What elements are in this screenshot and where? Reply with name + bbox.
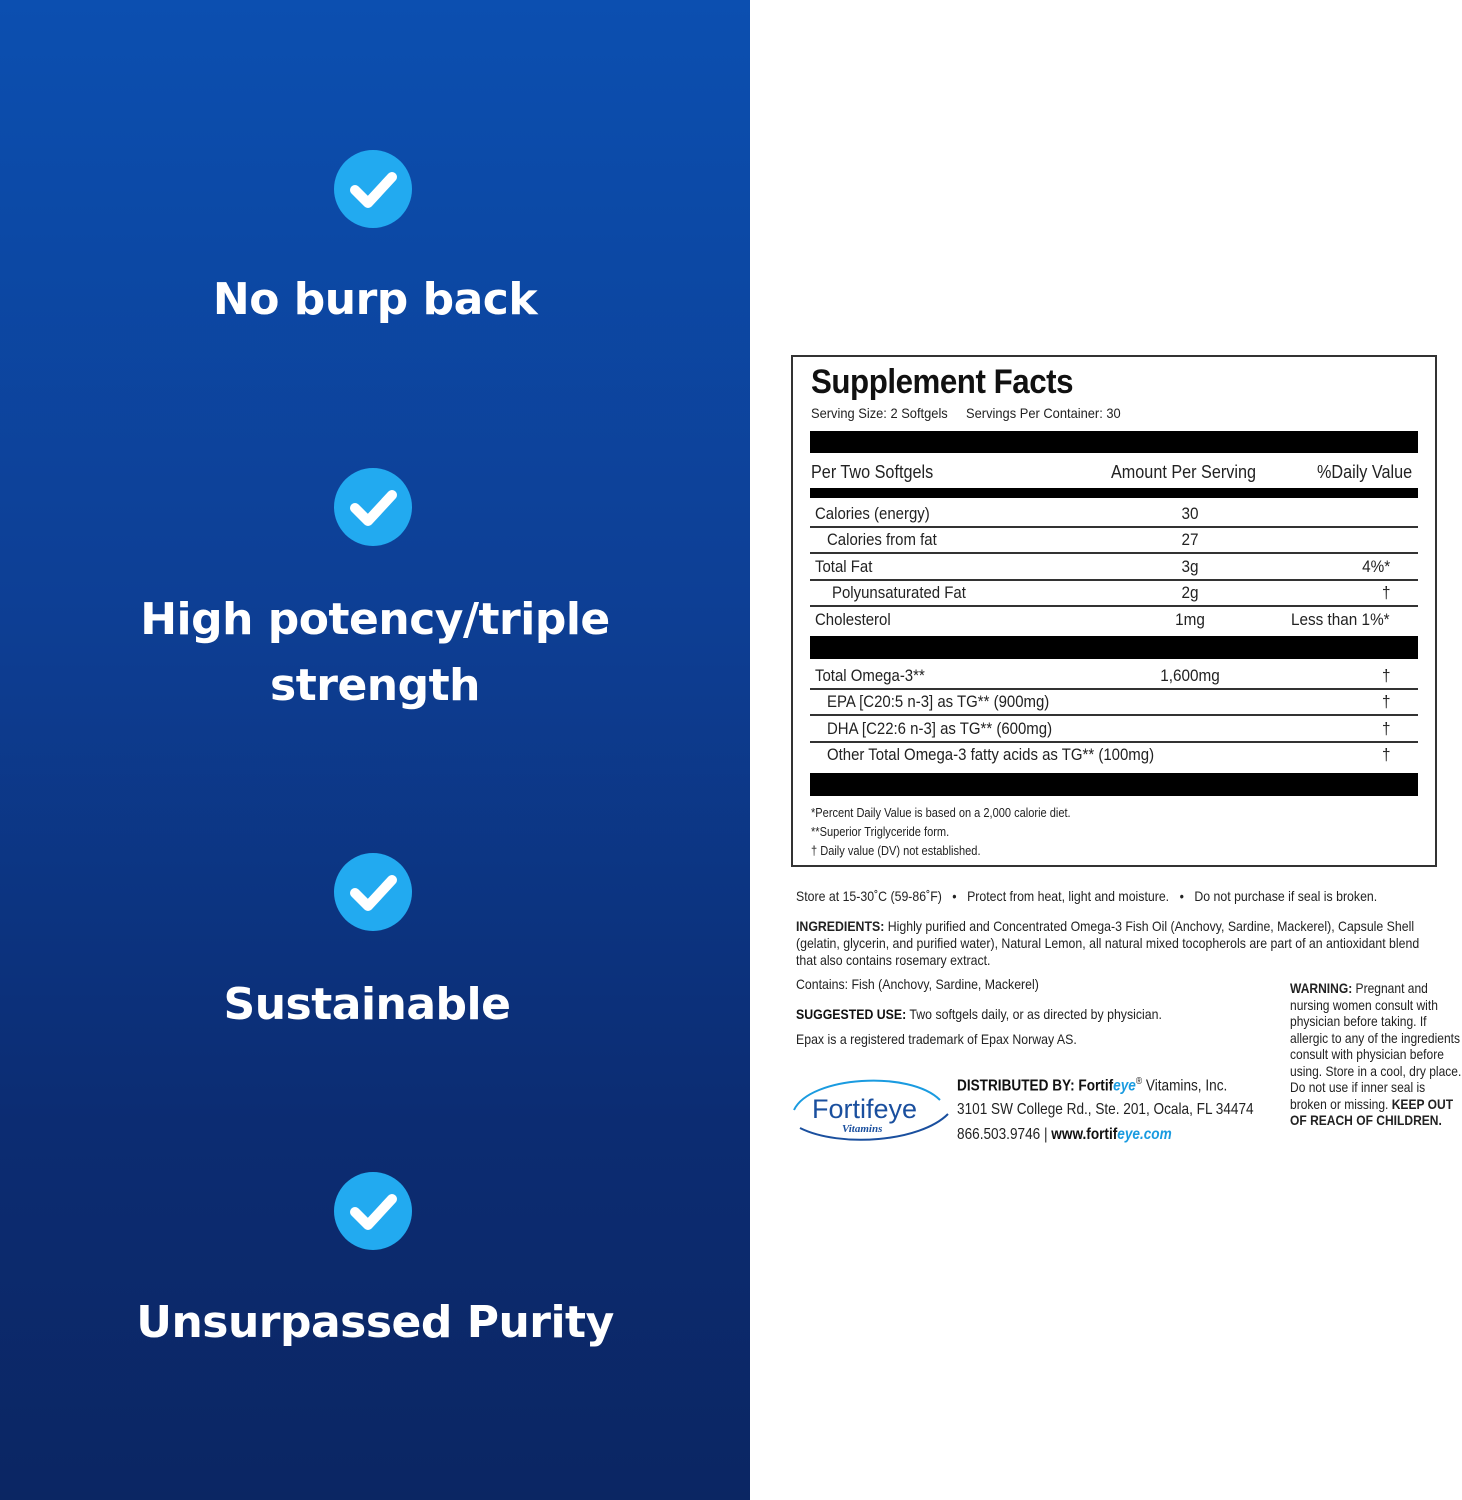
nutrient-name: Total Fat <box>815 557 873 576</box>
suggested-use-text: Two softgels daily, or as directed by physician. <box>909 1006 1162 1022</box>
facts-row <box>810 502 1418 528</box>
row-rule <box>810 605 1418 607</box>
facts-row <box>810 717 1418 743</box>
supplement-facts-panel <box>791 355 1437 867</box>
storage-temp: Store at 15-30˚C (59-86˚F) <box>796 888 942 904</box>
nutrient-amount: 1mg <box>1175 610 1205 629</box>
feature-label-potency-line2: strength <box>270 660 480 711</box>
nutrient-amount: 2g <box>1181 583 1199 602</box>
nutrient-amount: 30 <box>1181 504 1199 523</box>
feature-label-purity: Unsurpassed Purity <box>136 1297 614 1348</box>
warning-text: Pregnant and nursing women consult with physician before taking. If allergic to any of the ingredients consult with physician before using. Store in a cool, dry place. Do not use if inner seal is broken or missing. <box>1290 980 1462 1112</box>
feature-label-potency-line1: High potency/triple <box>140 594 610 645</box>
nutrient-name: Cholesterol <box>815 610 891 629</box>
facts-row <box>810 608 1418 634</box>
distributor-company: Vitamins, Inc. <box>1145 1077 1228 1095</box>
ingredients-text: Highly purified and Concentrated Omega-3 Fish Oil (Anchovy, Sardine, Mackerel), Capsule Shell (gelatin, glycerin, and purified water), Natural Lemon, all natural mixed tocopherols are part of an antioxidant blend that also contains rosemary extract. <box>796 918 1420 968</box>
nutrient-amount: 1,600mg <box>1160 666 1220 685</box>
ingredients-block <box>796 918 1433 969</box>
warning-keep-out: KEEP OUT OF REACH OF CHILDREN. <box>1290 1095 1454 1128</box>
nutrient-name: Polyunsaturated Fat <box>832 583 966 602</box>
facts-row <box>810 690 1418 716</box>
col-header-dv: %Daily Value <box>1317 462 1413 482</box>
facts-row <box>810 743 1418 769</box>
nutrient-name: Calories (energy) <box>815 504 930 523</box>
footnote-dv: *Percent Daily Value is based on a 2,000 calorie diet. <box>811 805 1071 820</box>
row-rule <box>810 714 1418 716</box>
servings-per-container: Servings Per Container: 30 <box>966 405 1121 421</box>
distributor-brand-b: eye <box>1113 1077 1136 1095</box>
nutrient-name: Total Omega-3** <box>815 666 925 685</box>
registered-mark: ® <box>1135 1076 1143 1087</box>
footnote-dagger: † Daily value (DV) not established. <box>811 843 981 858</box>
footnote-tg: **Superior Triglyceride form. <box>811 824 950 839</box>
storage-seal: Do not purchase if seal is broken. <box>1194 888 1378 904</box>
divider-bar <box>810 488 1418 498</box>
storage-protect: Protect from heat, light and moisture. <box>967 888 1170 904</box>
col-header-per: Per Two Softgels <box>811 462 934 482</box>
nutrient-dv: Less than 1%* <box>1291 610 1390 629</box>
divider-bar <box>810 431 1418 453</box>
check-circle-icon <box>334 468 412 546</box>
nutrient-dv: † <box>1381 719 1390 738</box>
feature-label-no-burp: No burp back <box>212 274 538 325</box>
fortifeye-logo <box>790 1070 950 1150</box>
facts-row <box>810 528 1418 554</box>
col-header-amount: Amount Per Serving <box>1111 462 1256 482</box>
distributor-address: 3101 SW College Rd., Ste. 201, Ocala, FL 34474 <box>957 1101 1254 1118</box>
nutrient-amount: 27 <box>1181 530 1199 549</box>
facts-row <box>810 555 1418 581</box>
facts-title: Supplement Facts <box>811 363 1074 401</box>
allergen-contains: Contains: Fish (Anchovy, Sardine, Mackerel) <box>796 976 1039 992</box>
distributor-line <box>957 1076 1227 1095</box>
website-link-b[interactable]: eye.com <box>1117 1126 1172 1143</box>
trademark-note: Epax is a registered trademark of Epax Norway AS. <box>796 1031 1077 1047</box>
suggested-use-label: SUGGESTED USE: <box>796 1006 907 1022</box>
nutrient-dv: 4%* <box>1361 557 1390 576</box>
distributor-label: DISTRIBUTED BY: <box>957 1077 1075 1095</box>
distributor-phone: 866.503.9746 | <box>957 1126 1048 1143</box>
row-rule <box>810 552 1418 554</box>
distributor-brand-a: Fortif <box>1078 1077 1114 1095</box>
serving-info <box>811 405 1121 421</box>
facts-row <box>810 664 1418 690</box>
serving-size: Serving Size: 2 Softgels <box>811 405 948 421</box>
check-circle-icon <box>334 150 412 228</box>
nutrient-name: Other Total Omega-3 fatty acids as TG** (100mg) <box>827 745 1155 764</box>
website-link-a[interactable]: www.fortif <box>1051 1126 1118 1143</box>
nutrient-name: DHA [C22:6 n-3] as TG** (600mg) <box>827 719 1053 738</box>
logo-sub-text: Vitamins <box>842 1123 883 1135</box>
nutrient-name: EPA [C20:5 n-3] as TG** (900mg) <box>827 692 1050 711</box>
storage-line: Store at 15-30˚C (59-86˚F) • Protect from heat, light and moisture. • Do not purchase if seal is broken. <box>796 888 1378 904</box>
nutrient-dv: † <box>1381 666 1390 685</box>
divider-bar <box>810 636 1418 659</box>
nutrient-name: Calories from fat <box>827 530 937 549</box>
suggested-use <box>796 1006 1162 1022</box>
ingredients-label: INGREDIENTS: <box>796 918 885 934</box>
nutrient-amount: 3g <box>1181 557 1199 576</box>
warning-label: WARNING: <box>1290 980 1353 996</box>
distributor-contact <box>957 1126 1172 1144</box>
logo-main-text: Fortifeye <box>812 1094 918 1124</box>
check-circle-icon <box>334 853 412 931</box>
nutrient-dv: † <box>1381 745 1390 764</box>
nutrient-dv: † <box>1381 692 1390 711</box>
warning-block <box>1290 980 1462 1129</box>
check-circle-icon <box>334 1172 412 1250</box>
feature-label-sustainable: Sustainable <box>223 979 511 1030</box>
facts-row <box>810 581 1418 607</box>
nutrient-dv: † <box>1381 583 1390 602</box>
divider-bar <box>810 773 1418 796</box>
